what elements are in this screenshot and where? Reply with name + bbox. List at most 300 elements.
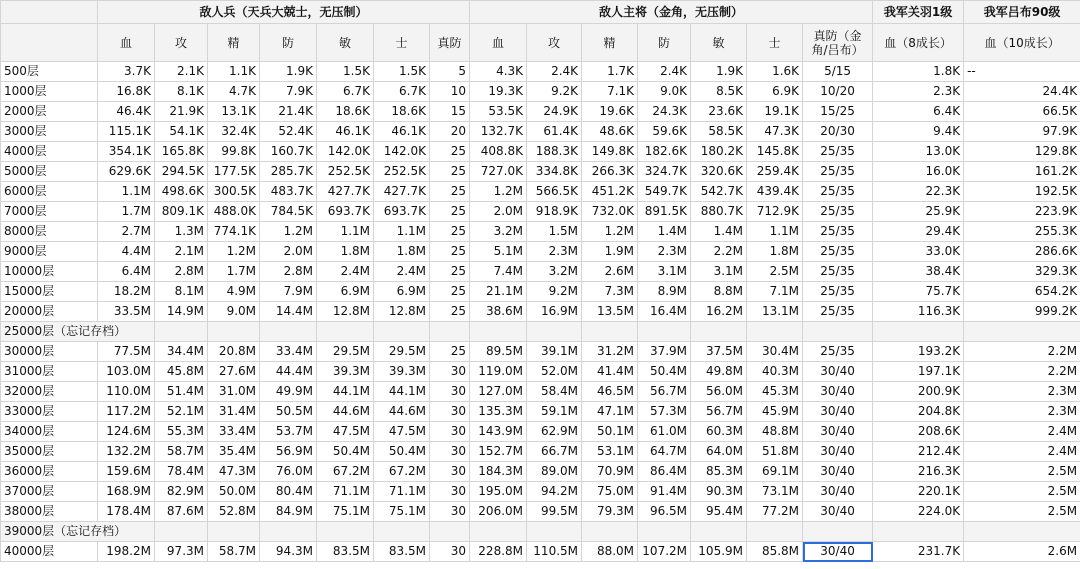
empty-cell[interactable] — [964, 522, 1080, 542]
data-cell[interactable]: 71.1M — [374, 482, 430, 502]
data-cell[interactable]: 99.5M — [527, 502, 582, 522]
data-cell[interactable]: 71.1M — [317, 482, 374, 502]
data-cell[interactable]: 117.2M — [98, 402, 155, 422]
data-cell[interactable]: 159.6M — [98, 462, 155, 482]
data-cell[interactable]: 216.3K — [873, 462, 964, 482]
data-cell[interactable]: 14.9M — [155, 302, 208, 322]
data-cell[interactable]: 29.5M — [317, 342, 374, 362]
column-header-14[interactable]: 真防（金角/吕布） — [803, 24, 873, 62]
data-cell[interactable]: 40.3M — [747, 362, 803, 382]
data-cell[interactable]: 90.3M — [691, 482, 747, 502]
data-cell[interactable]: 47.3K — [747, 122, 803, 142]
data-cell[interactable]: 19.3K — [470, 82, 527, 102]
data-cell[interactable]: 47.1M — [582, 402, 638, 422]
data-cell[interactable]: 483.7K — [260, 182, 317, 202]
data-cell[interactable]: 25 — [430, 182, 470, 202]
data-cell[interactable]: 66.5K — [964, 102, 1080, 122]
empty-cell[interactable] — [873, 522, 964, 542]
data-cell[interactable]: 891.5K — [638, 202, 691, 222]
data-cell[interactable]: 25 — [430, 242, 470, 262]
data-cell[interactable]: 177.5K — [208, 162, 260, 182]
data-cell[interactable]: 5/15 — [803, 62, 873, 82]
data-cell[interactable]: 549.7K — [638, 182, 691, 202]
data-cell[interactable]: 2.0M — [260, 242, 317, 262]
data-cell[interactable]: 39.1M — [527, 342, 582, 362]
data-cell[interactable]: 228.8M — [470, 542, 527, 562]
data-cell[interactable]: 16.8K — [98, 82, 155, 102]
data-cell[interactable]: 1.8M — [374, 242, 430, 262]
data-cell[interactable]: 105.9M — [691, 542, 747, 562]
empty-cell[interactable] — [470, 322, 527, 342]
data-cell[interactable]: 30 — [430, 482, 470, 502]
column-header-7[interactable]: 真防 — [430, 24, 470, 62]
data-cell[interactable]: 566.5K — [527, 182, 582, 202]
data-cell[interactable]: 2.3M — [964, 382, 1080, 402]
empty-cell[interactable] — [582, 322, 638, 342]
data-cell[interactable]: 46.4K — [98, 102, 155, 122]
data-cell[interactable]: 85.8M — [747, 542, 803, 562]
data-cell[interactable]: 82.9M — [155, 482, 208, 502]
floor-label-cell[interactable]: 1000层 — [1, 82, 98, 102]
data-cell[interactable]: 48.6K — [582, 122, 638, 142]
data-cell[interactable]: 84.9M — [260, 502, 317, 522]
data-cell[interactable]: 52.4K — [260, 122, 317, 142]
data-cell[interactable]: 2.6M — [582, 262, 638, 282]
data-cell[interactable]: 41.4M — [582, 362, 638, 382]
data-cell[interactable]: 34.4M — [155, 342, 208, 362]
data-cell[interactable]: 94.3M — [260, 542, 317, 562]
data-cell[interactable]: 25 — [430, 222, 470, 242]
data-cell[interactable]: 83.5M — [317, 542, 374, 562]
data-cell[interactable]: 1.5K — [374, 62, 430, 82]
data-cell[interactable]: 135.3M — [470, 402, 527, 422]
data-cell[interactable]: 61.0M — [638, 422, 691, 442]
empty-cell[interactable] — [803, 522, 873, 542]
data-cell[interactable]: 3.2M — [527, 262, 582, 282]
data-cell[interactable]: 13.1K — [208, 102, 260, 122]
data-cell[interactable]: 188.3K — [527, 142, 582, 162]
data-cell[interactable]: 427.7K — [317, 182, 374, 202]
data-cell[interactable]: 252.5K — [317, 162, 374, 182]
data-cell[interactable]: 488.0K — [208, 202, 260, 222]
data-cell[interactable]: 4.3K — [470, 62, 527, 82]
data-cell[interactable]: 39.3M — [317, 362, 374, 382]
data-cell[interactable]: 294.5K — [155, 162, 208, 182]
data-cell[interactable]: 23.6K — [691, 102, 747, 122]
data-cell[interactable]: 39.3M — [374, 362, 430, 382]
data-cell[interactable]: 2.5M — [747, 262, 803, 282]
data-cell[interactable]: 25/35 — [803, 182, 873, 202]
data-cell[interactable]: 29.5M — [374, 342, 430, 362]
data-cell[interactable]: 1.5M — [527, 222, 582, 242]
data-cell[interactable]: 50.5M — [260, 402, 317, 422]
data-cell[interactable]: 25/35 — [803, 242, 873, 262]
data-cell[interactable]: 13.5M — [582, 302, 638, 322]
empty-cell[interactable] — [873, 322, 964, 342]
data-cell[interactable]: 18.6K — [317, 102, 374, 122]
data-cell[interactable]: 89.0M — [527, 462, 582, 482]
data-cell[interactable]: 25 — [430, 282, 470, 302]
data-cell[interactable]: 83.5M — [374, 542, 430, 562]
data-cell[interactable]: 13.1M — [747, 302, 803, 322]
column-header-13[interactable]: 士 — [747, 24, 803, 62]
data-cell[interactable]: 56.7M — [638, 382, 691, 402]
data-cell[interactable]: 53.7M — [260, 422, 317, 442]
data-cell[interactable]: 9.4K — [873, 122, 964, 142]
data-cell[interactable]: 103.0M — [98, 362, 155, 382]
data-cell[interactable]: 324.7K — [638, 162, 691, 182]
data-cell[interactable]: 1.7K — [582, 62, 638, 82]
column-header-4[interactable]: 防 — [260, 24, 317, 62]
empty-cell[interactable] — [208, 522, 260, 542]
data-cell[interactable]: 2.4M — [374, 262, 430, 282]
floor-label-cell[interactable]: 10000层 — [1, 262, 98, 282]
data-cell[interactable]: 259.4K — [747, 162, 803, 182]
data-cell[interactable]: 53.5K — [470, 102, 527, 122]
data-cell[interactable]: 2.4K — [638, 62, 691, 82]
data-cell[interactable]: 918.9K — [527, 202, 582, 222]
data-cell[interactable]: 47.5M — [374, 422, 430, 442]
data-cell[interactable]: 1.9K — [260, 62, 317, 82]
floor-label-cell[interactable]: 6000层 — [1, 182, 98, 202]
data-cell[interactable]: 25.9K — [873, 202, 964, 222]
data-cell[interactable]: 13.0K — [873, 142, 964, 162]
data-cell[interactable]: 10 — [430, 82, 470, 102]
data-cell[interactable]: 165.8K — [155, 142, 208, 162]
data-cell[interactable]: 1.9M — [582, 242, 638, 262]
data-cell[interactable]: 30/40 — [803, 502, 873, 522]
data-cell[interactable]: 2.2M — [964, 362, 1080, 382]
data-cell[interactable]: 9.0M — [208, 302, 260, 322]
data-cell[interactable]: 25 — [430, 202, 470, 222]
column-header-3[interactable]: 精 — [208, 24, 260, 62]
empty-cell[interactable] — [582, 522, 638, 542]
column-header-11[interactable]: 防 — [638, 24, 691, 62]
data-cell[interactable]: 30/40 — [803, 362, 873, 382]
data-cell[interactable]: 51.4M — [155, 382, 208, 402]
data-cell[interactable]: 67.2M — [317, 462, 374, 482]
data-cell[interactable]: 266.3K — [582, 162, 638, 182]
data-cell[interactable]: 334.8K — [527, 162, 582, 182]
data-cell[interactable]: 8.1K — [155, 82, 208, 102]
data-cell[interactable]: 1.1K — [208, 62, 260, 82]
data-cell[interactable]: 2.7M — [98, 222, 155, 242]
data-cell[interactable]: 61.4K — [527, 122, 582, 142]
data-cell[interactable]: 300.5K — [208, 182, 260, 202]
data-cell[interactable]: 168.9M — [98, 482, 155, 502]
data-cell[interactable]: 285.7K — [260, 162, 317, 182]
data-cell[interactable]: 32.4K — [208, 122, 260, 142]
empty-cell[interactable] — [430, 522, 470, 542]
data-cell[interactable]: 115.1K — [98, 122, 155, 142]
data-cell[interactable]: 2.4M — [317, 262, 374, 282]
data-cell[interactable]: 30/40 — [803, 422, 873, 442]
empty-cell[interactable] — [260, 522, 317, 542]
floor-label-cell[interactable]: 5000层 — [1, 162, 98, 182]
data-cell[interactable]: 30 — [430, 422, 470, 442]
data-cell[interactable]: 96.5M — [638, 502, 691, 522]
data-cell[interactable]: 37.9M — [638, 342, 691, 362]
column-header-9[interactable]: 攻 — [527, 24, 582, 62]
data-cell[interactable]: 180.2K — [691, 142, 747, 162]
data-cell[interactable]: 12.8M — [374, 302, 430, 322]
data-cell[interactable]: 87.6M — [155, 502, 208, 522]
data-cell[interactable]: 629.6K — [98, 162, 155, 182]
data-cell[interactable]: 75.0M — [582, 482, 638, 502]
data-cell[interactable]: 1.1M — [317, 222, 374, 242]
data-cell[interactable]: 77.2M — [747, 502, 803, 522]
data-cell[interactable]: 97.3M — [155, 542, 208, 562]
data-cell[interactable]: 110.5M — [527, 542, 582, 562]
data-cell[interactable]: 38.6M — [470, 302, 527, 322]
floor-label-cell[interactable]: 3000层 — [1, 122, 98, 142]
empty-cell[interactable] — [803, 322, 873, 342]
data-cell[interactable]: 8.1M — [155, 282, 208, 302]
data-cell[interactable]: 75.7K — [873, 282, 964, 302]
data-cell[interactable]: 161.2K — [964, 162, 1080, 182]
empty-cell[interactable] — [260, 322, 317, 342]
data-cell[interactable]: 47.5M — [317, 422, 374, 442]
data-cell[interactable]: 78.4M — [155, 462, 208, 482]
corner-cell[interactable] — [1, 1, 98, 24]
floor-label-cell[interactable]: 37000层 — [1, 482, 98, 502]
data-cell[interactable]: 58.5K — [691, 122, 747, 142]
floor-label-cell[interactable]: 8000层 — [1, 222, 98, 242]
data-cell[interactable]: 24.9K — [527, 102, 582, 122]
data-cell[interactable]: 2.5M — [964, 462, 1080, 482]
data-cell[interactable]: 143.9M — [470, 422, 527, 442]
data-cell[interactable]: 1.5K — [317, 62, 374, 82]
data-cell[interactable]: 427.7K — [374, 182, 430, 202]
data-cell[interactable]: 55.3M — [155, 422, 208, 442]
empty-cell[interactable] — [527, 522, 582, 542]
data-cell[interactable]: 31.2M — [582, 342, 638, 362]
data-cell[interactable]: 178.4M — [98, 502, 155, 522]
data-cell[interactable]: 45.8M — [155, 362, 208, 382]
data-cell[interactable]: 3.1M — [638, 262, 691, 282]
data-cell[interactable]: 1.4M — [638, 222, 691, 242]
group-guanyu[interactable]: 我军关羽1级 — [873, 1, 964, 24]
data-cell[interactable]: 124.6M — [98, 422, 155, 442]
data-cell[interactable]: 44.4M — [260, 362, 317, 382]
data-cell[interactable]: 200.9K — [873, 382, 964, 402]
data-cell[interactable]: 132.2M — [98, 442, 155, 462]
data-cell[interactable]: 25 — [430, 302, 470, 322]
data-cell[interactable]: 4.9M — [208, 282, 260, 302]
data-cell[interactable]: 50.4M — [317, 442, 374, 462]
data-cell[interactable]: 57.3M — [638, 402, 691, 422]
floor-label-cell[interactable]: 36000层 — [1, 462, 98, 482]
data-cell[interactable]: 8.5K — [691, 82, 747, 102]
data-cell[interactable]: 2.1M — [155, 242, 208, 262]
data-cell[interactable]: 69.1M — [747, 462, 803, 482]
data-cell[interactable]: 18.2M — [98, 282, 155, 302]
data-cell[interactable]: -- — [964, 62, 1080, 82]
data-cell[interactable]: 197.1K — [873, 362, 964, 382]
data-cell[interactable]: 80.4M — [260, 482, 317, 502]
data-cell[interactable]: 1.1M — [98, 182, 155, 202]
data-cell[interactable]: 160.7K — [260, 142, 317, 162]
data-cell[interactable]: 25/35 — [803, 142, 873, 162]
data-cell[interactable]: 220.1K — [873, 482, 964, 502]
data-cell[interactable]: 46.1K — [374, 122, 430, 142]
data-cell[interactable]: 33.0K — [873, 242, 964, 262]
data-cell[interactable]: 6.7K — [374, 82, 430, 102]
data-cell[interactable]: 2.8M — [155, 262, 208, 282]
data-cell[interactable]: 45.3M — [747, 382, 803, 402]
data-cell[interactable]: 1.8M — [317, 242, 374, 262]
data-cell[interactable]: 1.4M — [691, 222, 747, 242]
data-cell[interactable]: 1.8K — [873, 62, 964, 82]
data-cell[interactable]: 654.2K — [964, 282, 1080, 302]
data-cell[interactable]: 53.1M — [582, 442, 638, 462]
data-cell[interactable]: 21.1M — [470, 282, 527, 302]
data-cell[interactable]: 30 — [430, 442, 470, 462]
data-cell[interactable]: 142.0K — [317, 142, 374, 162]
data-cell[interactable]: 56.7M — [691, 402, 747, 422]
data-cell[interactable]: 195.0M — [470, 482, 527, 502]
data-cell[interactable]: 3.7K — [98, 62, 155, 82]
data-cell[interactable]: 2.3M — [527, 242, 582, 262]
data-cell[interactable]: 2.0M — [470, 202, 527, 222]
data-cell[interactable]: 66.7M — [527, 442, 582, 462]
floor-label-cell[interactable]: 30000层 — [1, 342, 98, 362]
data-cell[interactable]: 48.8M — [747, 422, 803, 442]
empty-cell[interactable] — [638, 322, 691, 342]
column-header-8[interactable]: 血 — [470, 24, 527, 62]
empty-cell[interactable] — [747, 522, 803, 542]
floor-label-cell[interactable]: 34000层 — [1, 422, 98, 442]
data-cell[interactable]: 59.6K — [638, 122, 691, 142]
data-cell[interactable]: 30 — [430, 362, 470, 382]
floor-label-cell[interactable]: 25000层（忘记存档） — [1, 322, 155, 342]
data-cell[interactable]: 107.2M — [638, 542, 691, 562]
data-cell[interactable]: 329.3K — [964, 262, 1080, 282]
empty-cell[interactable] — [155, 322, 208, 342]
data-cell[interactable]: 22.3K — [873, 182, 964, 202]
data-cell[interactable]: 79.3M — [582, 502, 638, 522]
data-cell[interactable]: 24.3K — [638, 102, 691, 122]
empty-cell[interactable] — [527, 322, 582, 342]
data-cell[interactable]: 2.4K — [527, 62, 582, 82]
data-cell[interactable]: 30/40 — [803, 442, 873, 462]
data-cell[interactable]: 44.6M — [317, 402, 374, 422]
data-cell[interactable]: 85.3M — [691, 462, 747, 482]
data-cell[interactable]: 64.0M — [691, 442, 747, 462]
data-cell[interactable]: 64.7M — [638, 442, 691, 462]
data-cell[interactable]: 75.1M — [374, 502, 430, 522]
header-blank-cell[interactable] — [1, 24, 98, 62]
data-cell[interactable]: 46.1K — [317, 122, 374, 142]
data-cell[interactable]: 2.3K — [873, 82, 964, 102]
data-cell[interactable]: 8.9M — [638, 282, 691, 302]
data-cell[interactable]: 35.4M — [208, 442, 260, 462]
data-cell[interactable]: 1.3M — [155, 222, 208, 242]
floor-label-cell[interactable]: 35000层 — [1, 442, 98, 462]
data-cell[interactable]: 2.2M — [964, 342, 1080, 362]
data-cell[interactable]: 18.6K — [374, 102, 430, 122]
floor-label-cell[interactable]: 39000层（忘记存档） — [1, 522, 155, 542]
data-cell[interactable]: 89.5M — [470, 342, 527, 362]
data-cell[interactable]: 6.7K — [317, 82, 374, 102]
floor-label-cell[interactable]: 7000层 — [1, 202, 98, 222]
floor-label-cell[interactable]: 38000层 — [1, 502, 98, 522]
data-cell[interactable]: 6.9K — [747, 82, 803, 102]
data-cell[interactable]: 9.2K — [527, 82, 582, 102]
data-cell[interactable]: 198.2M — [98, 542, 155, 562]
data-cell[interactable]: 212.4K — [873, 442, 964, 462]
data-cell[interactable]: 5.1M — [470, 242, 527, 262]
data-cell[interactable]: 542.7K — [691, 182, 747, 202]
data-cell[interactable]: 192.5K — [964, 182, 1080, 202]
data-cell[interactable]: 6.9M — [374, 282, 430, 302]
data-cell[interactable]: 25 — [430, 142, 470, 162]
data-cell[interactable]: 116.3K — [873, 302, 964, 322]
data-cell[interactable]: 8.8M — [691, 282, 747, 302]
data-cell[interactable]: 50.1M — [582, 422, 638, 442]
data-cell[interactable]: 2.3M — [964, 402, 1080, 422]
data-cell[interactable]: 12.8M — [317, 302, 374, 322]
floor-label-cell[interactable]: 33000层 — [1, 402, 98, 422]
data-cell[interactable]: 30/40 — [803, 482, 873, 502]
data-cell[interactable]: 732.0K — [582, 202, 638, 222]
group-enemy-general[interactable]: 敌人主将（金角，无压制） — [470, 1, 873, 24]
data-cell[interactable]: 2.5M — [964, 502, 1080, 522]
data-cell[interactable]: 6.4K — [873, 102, 964, 122]
data-cell[interactable]: 204.8K — [873, 402, 964, 422]
data-cell[interactable]: 44.1M — [317, 382, 374, 402]
data-cell[interactable]: 45.9M — [747, 402, 803, 422]
data-cell[interactable]: 784.5K — [260, 202, 317, 222]
data-cell[interactable]: 7.1M — [747, 282, 803, 302]
data-cell[interactable]: 149.8K — [582, 142, 638, 162]
data-cell[interactable]: 14.4M — [260, 302, 317, 322]
floor-label-cell[interactable]: 40000层 — [1, 542, 98, 562]
data-cell[interactable]: 56.9M — [260, 442, 317, 462]
data-cell[interactable]: 286.6K — [964, 242, 1080, 262]
data-cell[interactable]: 727.0K — [470, 162, 527, 182]
data-cell[interactable]: 1.2M — [208, 242, 260, 262]
data-cell[interactable]: 60.3M — [691, 422, 747, 442]
data-cell[interactable]: 132.7K — [470, 122, 527, 142]
floor-label-cell[interactable]: 2000层 — [1, 102, 98, 122]
data-cell[interactable]: 24.4K — [964, 82, 1080, 102]
data-cell[interactable]: 56.0M — [691, 382, 747, 402]
data-cell[interactable]: 67.2M — [374, 462, 430, 482]
empty-cell[interactable] — [374, 522, 430, 542]
data-cell[interactable]: 16.9M — [527, 302, 582, 322]
data-cell[interactable]: 25/35 — [803, 262, 873, 282]
data-cell[interactable]: 193.2K — [873, 342, 964, 362]
data-cell[interactable]: 1.6K — [747, 62, 803, 82]
data-cell[interactable]: 4.4M — [98, 242, 155, 262]
data-cell[interactable]: 33.4M — [208, 422, 260, 442]
data-cell[interactable]: 223.9K — [964, 202, 1080, 222]
data-cell[interactable]: 30 — [430, 402, 470, 422]
data-cell[interactable]: 1.1M — [374, 222, 430, 242]
data-cell[interactable]: 25/35 — [803, 282, 873, 302]
column-header-5[interactable]: 敏 — [317, 24, 374, 62]
data-cell[interactable]: 127.0M — [470, 382, 527, 402]
data-cell[interactable]: 58.4M — [527, 382, 582, 402]
data-cell[interactable]: 30.4M — [747, 342, 803, 362]
column-header-15[interactable]: 血（8成长） — [873, 24, 964, 62]
data-cell[interactable]: 2.8M — [260, 262, 317, 282]
empty-cell[interactable] — [155, 522, 208, 542]
data-cell[interactable]: 7.4M — [470, 262, 527, 282]
data-cell[interactable]: 145.8K — [747, 142, 803, 162]
data-cell[interactable]: 50.4M — [374, 442, 430, 462]
